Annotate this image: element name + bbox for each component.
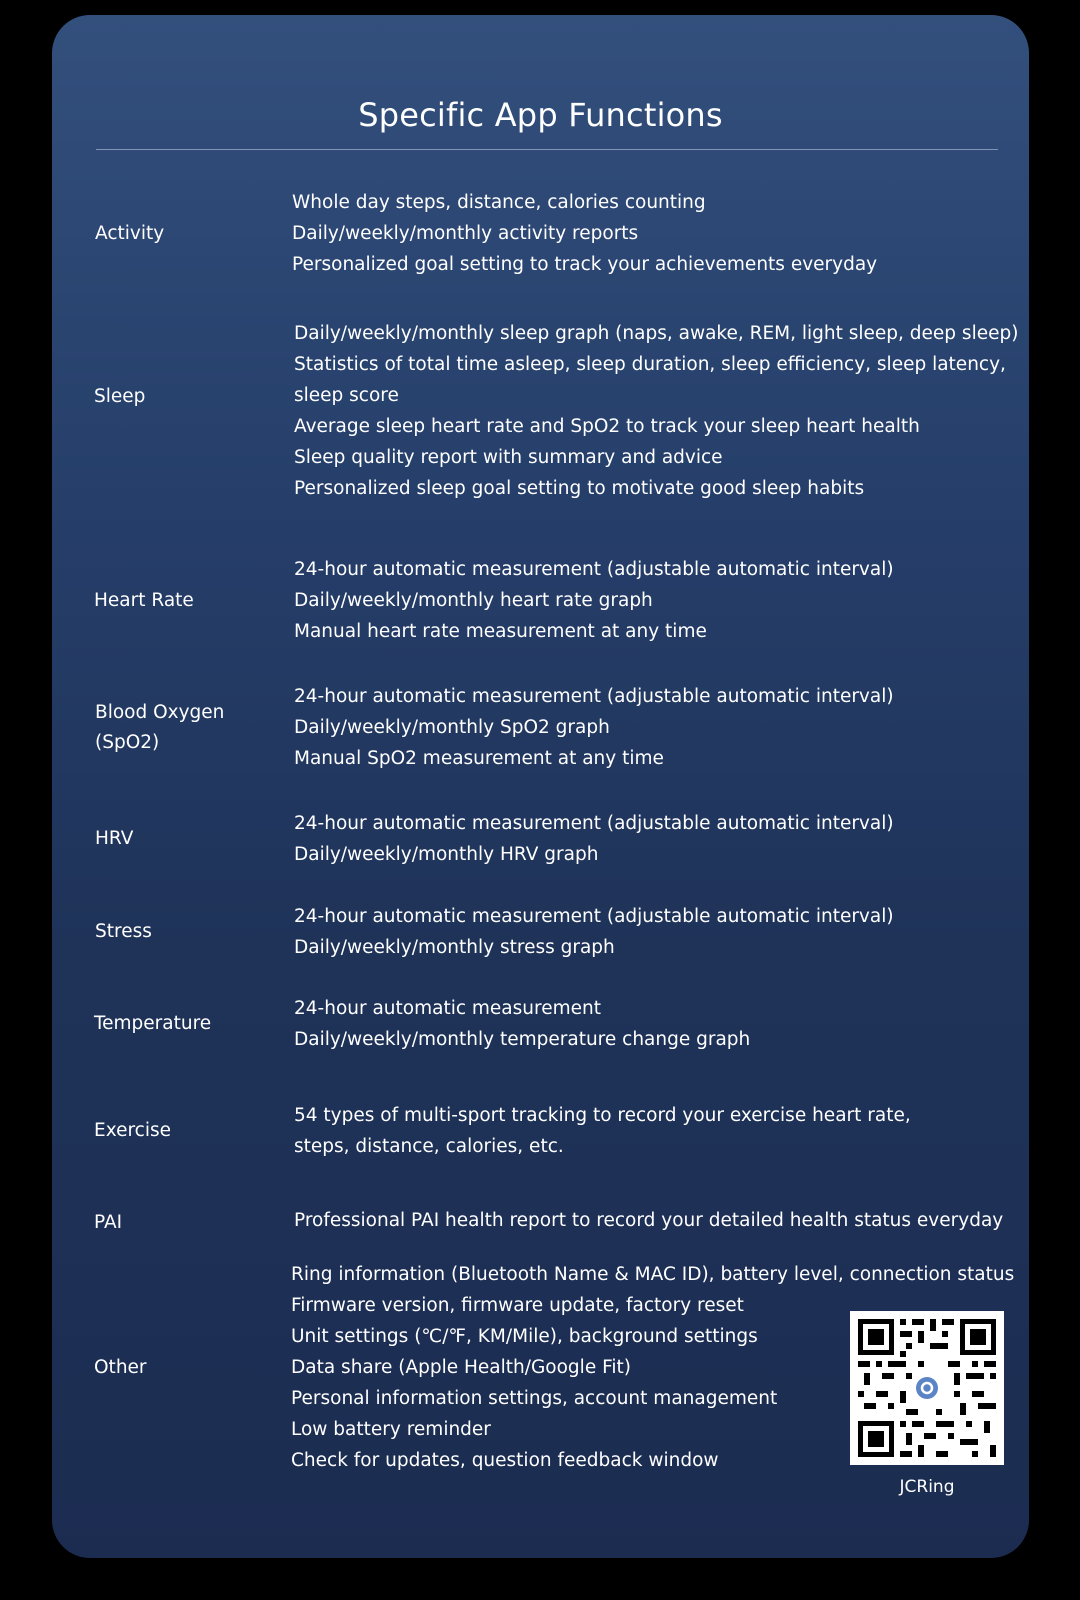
list-item: 24-hour automatic measurement (adjustable automatic interval)	[294, 686, 894, 707]
qr-caption: JCRing	[899, 1477, 955, 1497]
section-stress	[52, 901, 1029, 965]
section-label: Exercise	[94, 1120, 171, 1141]
section-items	[294, 318, 1021, 504]
list-item: 24-hour automatic measurement	[294, 998, 601, 1019]
functions-card	[52, 15, 1029, 1558]
section-blood-oxygen	[52, 681, 1029, 777]
list-item: Unit settings (℃/℉, KM/Mile), background settings	[291, 1326, 758, 1347]
list-item: Personalized goal setting to track your achievements everyday	[292, 254, 878, 275]
list-item: Ring information (Bluetooth Name & MAC ID), battery level, connection status	[291, 1264, 1015, 1285]
list-item: Daily/weekly/monthly temperature change graph	[294, 1029, 751, 1050]
section-heart-rate	[52, 554, 1029, 650]
section-pai	[52, 1205, 1029, 1239]
list-item: Manual SpO2 measurement at any time	[294, 748, 664, 769]
section-label: Heart Rate	[94, 589, 194, 611]
list-item: 24-hour automatic measurement (adjustable automatic interval)	[294, 559, 894, 580]
list-item: Sleep quality report with summary and advice	[294, 447, 723, 468]
section-items	[294, 808, 1015, 870]
list-item: Firmware version, firmware update, factory reset	[291, 1295, 744, 1316]
list-item: Average sleep heart rate and SpO2 to track your sleep heart health	[294, 416, 920, 437]
section-items	[294, 1100, 969, 1162]
section-exercise	[52, 1100, 1029, 1164]
section-label: Activity	[95, 222, 165, 244]
section-label: Stress	[95, 921, 152, 942]
list-item: Low battery reminder	[291, 1419, 491, 1440]
list-item: Daily/weekly/monthly sleep graph (naps, awake, REM, light sleep, deep sleep)	[294, 323, 1019, 344]
list-item: Personal information settings, account management	[291, 1388, 778, 1409]
qr-code	[850, 1311, 1004, 1465]
list-item: Manual heart rate measurement at any time	[294, 621, 707, 642]
list-item: 24-hour automatic measurement (adjustable automatic interval)	[294, 906, 894, 927]
qr-block	[850, 1311, 1004, 1499]
list-item: Daily/weekly/monthly HRV graph	[294, 844, 599, 865]
list-item: Data share (Apple Health/Google Fit)	[291, 1357, 631, 1378]
section-items	[294, 1205, 1029, 1236]
page-title: Specific App Functions	[358, 96, 723, 134]
section-items	[294, 993, 1015, 1055]
section-temperature	[52, 993, 1029, 1057]
list-item: Check for updates, question feedback window	[291, 1450, 719, 1471]
section-label: Sleep	[94, 386, 146, 407]
section-items	[294, 901, 1015, 963]
list-item: Daily/weekly/monthly heart rate graph	[294, 590, 653, 611]
section-label: Other	[94, 1357, 147, 1378]
section-hrv	[52, 808, 1029, 872]
section-items	[292, 187, 1015, 280]
section-sleep	[52, 318, 1029, 499]
section-activity	[52, 187, 1029, 283]
list-item: Daily/weekly/monthly SpO2 graph	[294, 717, 610, 738]
list-item: Daily/weekly/monthly activity reports	[292, 223, 639, 244]
section-label: Temperature	[94, 1013, 212, 1034]
list-item: Daily/weekly/monthly stress graph	[294, 937, 615, 958]
section-label: PAI	[94, 1212, 123, 1233]
list-item: Whole day steps, distance, calories counting	[292, 192, 706, 213]
list-item: Professional PAI health report to record your detailed health status everyday	[294, 1210, 1004, 1231]
section-items	[294, 554, 1015, 647]
title-divider	[96, 149, 998, 150]
qr-code-graphic	[850, 1311, 1004, 1465]
list-item: 24-hour automatic measurement (adjustable automatic interval)	[294, 813, 894, 834]
list-item: Personalized sleep goal setting to motivate good sleep habits	[294, 478, 865, 499]
section-label: Blood Oxygen (SpO2)	[95, 701, 225, 753]
section-items	[294, 681, 1015, 774]
section-label: HRV	[95, 828, 134, 849]
list-item: Statistics of total time asleep, sleep duration, sleep efficiency, sleep latency, sleep score	[294, 354, 1006, 406]
list-item: 54 types of multi-sport tracking to record your exercise heart rate, steps, distance, calories, etc.	[294, 1105, 911, 1157]
